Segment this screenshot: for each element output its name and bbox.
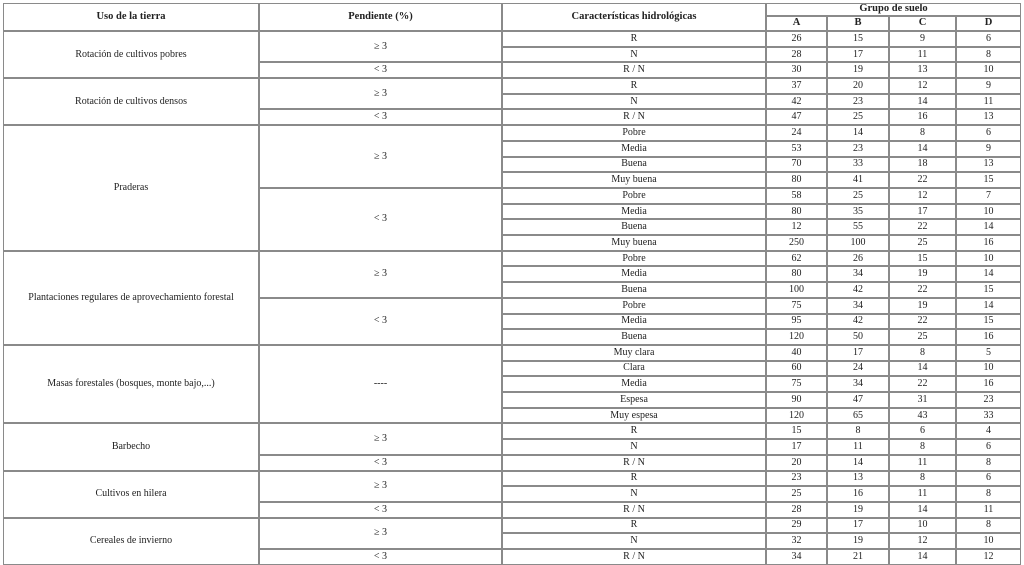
value-cell-group-b: 13 bbox=[827, 471, 889, 487]
value-cell-group-b: 17 bbox=[827, 345, 889, 361]
value-cell-group-d: 10 bbox=[956, 361, 1021, 377]
value-cell-group-a: 58 bbox=[766, 188, 827, 204]
value-cell-group-a: 42 bbox=[766, 94, 827, 110]
value-cell-group-a: 12 bbox=[766, 219, 827, 235]
hydrologic-cell: Muy buena bbox=[502, 235, 766, 251]
value-cell-group-c: 9 bbox=[889, 31, 956, 47]
value-cell-group-d: 11 bbox=[956, 502, 1021, 518]
value-cell-group-b: 55 bbox=[827, 219, 889, 235]
hydrologic-cell: R / N bbox=[502, 455, 766, 471]
value-cell-group-d: 9 bbox=[956, 141, 1021, 157]
value-cell-group-b: 24 bbox=[827, 361, 889, 377]
header-land-use: Uso de la tierra bbox=[3, 3, 259, 31]
land-use-cell: Rotación de cultivos pobres bbox=[3, 31, 259, 78]
value-cell-group-b: 25 bbox=[827, 109, 889, 125]
value-cell-group-a: 32 bbox=[766, 533, 827, 549]
slope-cell: ≥ 3 bbox=[259, 125, 502, 188]
value-cell-group-d: 4 bbox=[956, 423, 1021, 439]
hydrologic-cell: R bbox=[502, 471, 766, 487]
hydrologic-cell: Media bbox=[502, 314, 766, 330]
value-cell-group-d: 7 bbox=[956, 188, 1021, 204]
value-cell-group-c: 11 bbox=[889, 455, 956, 471]
value-cell-group-c: 43 bbox=[889, 408, 956, 424]
value-cell-group-a: 20 bbox=[766, 455, 827, 471]
value-cell-group-c: 12 bbox=[889, 78, 956, 94]
value-cell-group-d: 12 bbox=[956, 549, 1021, 565]
hydrologic-cell: R bbox=[502, 78, 766, 94]
value-cell-group-b: 8 bbox=[827, 423, 889, 439]
value-cell-group-d: 10 bbox=[956, 204, 1021, 220]
value-cell-group-a: 120 bbox=[766, 329, 827, 345]
land-use-cell: Masas forestales (bosques, monte bajo,...) bbox=[3, 345, 259, 423]
slope-cell: < 3 bbox=[259, 455, 502, 471]
hydrologic-cell: Buena bbox=[502, 157, 766, 173]
value-cell-group-a: 80 bbox=[766, 172, 827, 188]
value-cell-group-c: 13 bbox=[889, 62, 956, 78]
value-cell-group-c: 14 bbox=[889, 549, 956, 565]
slope-cell: ≥ 3 bbox=[259, 423, 502, 454]
value-cell-group-b: 47 bbox=[827, 392, 889, 408]
slope-cell: < 3 bbox=[259, 188, 502, 251]
value-cell-group-c: 16 bbox=[889, 109, 956, 125]
value-cell-group-d: 9 bbox=[956, 78, 1021, 94]
value-cell-group-b: 100 bbox=[827, 235, 889, 251]
value-cell-group-c: 6 bbox=[889, 423, 956, 439]
slope-cell: ≥ 3 bbox=[259, 471, 502, 502]
hydrologic-cell: Muy buena bbox=[502, 172, 766, 188]
value-cell-group-a: 34 bbox=[766, 549, 827, 565]
value-cell-group-b: 34 bbox=[827, 298, 889, 314]
hydrologic-cell: R / N bbox=[502, 502, 766, 518]
value-cell-group-a: 80 bbox=[766, 266, 827, 282]
value-cell-group-a: 24 bbox=[766, 125, 827, 141]
value-cell-group-b: 19 bbox=[827, 62, 889, 78]
value-cell-group-a: 80 bbox=[766, 204, 827, 220]
hydrologic-cell: R bbox=[502, 518, 766, 534]
value-cell-group-c: 14 bbox=[889, 361, 956, 377]
value-cell-group-c: 8 bbox=[889, 471, 956, 487]
value-cell-group-d: 8 bbox=[956, 47, 1021, 63]
value-cell-group-b: 34 bbox=[827, 266, 889, 282]
header-soil-group: Grupo de suelo bbox=[766, 3, 1021, 16]
value-cell-group-d: 15 bbox=[956, 172, 1021, 188]
header-hydrologic: Características hidrológicas bbox=[502, 3, 766, 31]
value-cell-group-b: 21 bbox=[827, 549, 889, 565]
value-cell-group-d: 16 bbox=[956, 329, 1021, 345]
header-group-b: B bbox=[827, 16, 889, 31]
hydrologic-cell: Muy espesa bbox=[502, 408, 766, 424]
value-cell-group-b: 23 bbox=[827, 141, 889, 157]
value-cell-group-c: 8 bbox=[889, 439, 956, 455]
value-cell-group-c: 15 bbox=[889, 251, 956, 267]
value-cell-group-c: 22 bbox=[889, 314, 956, 330]
value-cell-group-b: 17 bbox=[827, 518, 889, 534]
value-cell-group-d: 16 bbox=[956, 235, 1021, 251]
hydrologic-cell: Media bbox=[502, 266, 766, 282]
value-cell-group-b: 16 bbox=[827, 486, 889, 502]
value-cell-group-b: 50 bbox=[827, 329, 889, 345]
value-cell-group-c: 22 bbox=[889, 172, 956, 188]
value-cell-group-a: 75 bbox=[766, 376, 827, 392]
hydrologic-cell: R bbox=[502, 423, 766, 439]
hydrologic-cell: N bbox=[502, 47, 766, 63]
value-cell-group-a: 120 bbox=[766, 408, 827, 424]
value-cell-group-d: 14 bbox=[956, 266, 1021, 282]
value-cell-group-d: 14 bbox=[956, 298, 1021, 314]
value-cell-group-b: 14 bbox=[827, 125, 889, 141]
value-cell-group-d: 10 bbox=[956, 62, 1021, 78]
value-cell-group-d: 8 bbox=[956, 486, 1021, 502]
slope-cell: < 3 bbox=[259, 549, 502, 565]
value-cell-group-a: 25 bbox=[766, 486, 827, 502]
slope-cell: < 3 bbox=[259, 502, 502, 518]
value-cell-group-c: 22 bbox=[889, 219, 956, 235]
hydrologic-cell: Buena bbox=[502, 329, 766, 345]
value-cell-group-b: 17 bbox=[827, 47, 889, 63]
value-cell-group-a: 40 bbox=[766, 345, 827, 361]
value-cell-group-c: 18 bbox=[889, 157, 956, 173]
hydrologic-cell: Pobre bbox=[502, 188, 766, 204]
hydrologic-cell: Media bbox=[502, 376, 766, 392]
value-cell-group-c: 14 bbox=[889, 502, 956, 518]
value-cell-group-a: 95 bbox=[766, 314, 827, 330]
value-cell-group-c: 19 bbox=[889, 266, 956, 282]
value-cell-group-d: 10 bbox=[956, 533, 1021, 549]
value-cell-group-d: 23 bbox=[956, 392, 1021, 408]
slope-cell: < 3 bbox=[259, 62, 502, 78]
value-cell-group-c: 8 bbox=[889, 125, 956, 141]
value-cell-group-b: 15 bbox=[827, 31, 889, 47]
value-cell-group-d: 6 bbox=[956, 125, 1021, 141]
value-cell-group-d: 15 bbox=[956, 282, 1021, 298]
hydrologic-cell: Pobre bbox=[502, 251, 766, 267]
value-cell-group-b: 42 bbox=[827, 282, 889, 298]
land-use-cell: Barbecho bbox=[3, 423, 259, 470]
value-cell-group-c: 12 bbox=[889, 533, 956, 549]
hydrologic-cell: N bbox=[502, 486, 766, 502]
value-cell-group-c: 10 bbox=[889, 518, 956, 534]
value-cell-group-b: 20 bbox=[827, 78, 889, 94]
value-cell-group-a: 100 bbox=[766, 282, 827, 298]
value-cell-group-a: 60 bbox=[766, 361, 827, 377]
value-cell-group-a: 26 bbox=[766, 31, 827, 47]
value-cell-group-d: 6 bbox=[956, 31, 1021, 47]
value-cell-group-a: 250 bbox=[766, 235, 827, 251]
slope-cell: ≥ 3 bbox=[259, 518, 502, 549]
land-use-cell: Plantaciones regulares de aprovechamiento forestal bbox=[3, 251, 259, 345]
value-cell-group-c: 11 bbox=[889, 47, 956, 63]
value-cell-group-c: 12 bbox=[889, 188, 956, 204]
value-cell-group-c: 14 bbox=[889, 94, 956, 110]
value-cell-group-d: 14 bbox=[956, 219, 1021, 235]
value-cell-group-b: 14 bbox=[827, 455, 889, 471]
value-cell-group-c: 19 bbox=[889, 298, 956, 314]
header-slope: Pendiente (%) bbox=[259, 3, 502, 31]
value-cell-group-b: 11 bbox=[827, 439, 889, 455]
value-cell-group-b: 25 bbox=[827, 188, 889, 204]
slope-cell: ≥ 3 bbox=[259, 31, 502, 62]
value-cell-group-a: 62 bbox=[766, 251, 827, 267]
value-cell-group-a: 15 bbox=[766, 423, 827, 439]
hydrologic-cell: R / N bbox=[502, 109, 766, 125]
land-use-cell: Praderas bbox=[3, 125, 259, 251]
value-cell-group-d: 13 bbox=[956, 157, 1021, 173]
value-cell-group-b: 26 bbox=[827, 251, 889, 267]
slope-cell: < 3 bbox=[259, 109, 502, 125]
value-cell-group-c: 22 bbox=[889, 376, 956, 392]
value-cell-group-a: 37 bbox=[766, 78, 827, 94]
value-cell-group-d: 8 bbox=[956, 455, 1021, 471]
hydrologic-cell: Media bbox=[502, 141, 766, 157]
value-cell-group-b: 35 bbox=[827, 204, 889, 220]
value-cell-group-a: 28 bbox=[766, 502, 827, 518]
value-cell-group-c: 25 bbox=[889, 329, 956, 345]
hydrologic-cell: Clara bbox=[502, 361, 766, 377]
hydrologic-cell: Buena bbox=[502, 219, 766, 235]
value-cell-group-d: 16 bbox=[956, 376, 1021, 392]
header-group-a: A bbox=[766, 16, 827, 31]
value-cell-group-a: 70 bbox=[766, 157, 827, 173]
value-cell-group-b: 23 bbox=[827, 94, 889, 110]
value-cell-group-d: 5 bbox=[956, 345, 1021, 361]
land-use-table bbox=[3, 3, 1021, 562]
value-cell-group-b: 19 bbox=[827, 533, 889, 549]
value-cell-group-d: 11 bbox=[956, 94, 1021, 110]
value-cell-group-b: 41 bbox=[827, 172, 889, 188]
hydrologic-cell: Buena bbox=[502, 282, 766, 298]
value-cell-group-a: 23 bbox=[766, 471, 827, 487]
value-cell-group-a: 53 bbox=[766, 141, 827, 157]
value-cell-group-d: 6 bbox=[956, 439, 1021, 455]
land-use-cell: Rotación de cultivos densos bbox=[3, 78, 259, 125]
hydrologic-cell: Muy clara bbox=[502, 345, 766, 361]
slope-cell: < 3 bbox=[259, 298, 502, 345]
value-cell-group-b: 19 bbox=[827, 502, 889, 518]
value-cell-group-c: 14 bbox=[889, 141, 956, 157]
value-cell-group-c: 11 bbox=[889, 486, 956, 502]
value-cell-group-c: 8 bbox=[889, 345, 956, 361]
value-cell-group-a: 28 bbox=[766, 47, 827, 63]
value-cell-group-d: 33 bbox=[956, 408, 1021, 424]
hydrologic-cell: N bbox=[502, 94, 766, 110]
slope-cell: ---- bbox=[259, 345, 502, 423]
value-cell-group-a: 75 bbox=[766, 298, 827, 314]
value-cell-group-a: 90 bbox=[766, 392, 827, 408]
value-cell-group-d: 6 bbox=[956, 471, 1021, 487]
value-cell-group-c: 25 bbox=[889, 235, 956, 251]
header-group-c: C bbox=[889, 16, 956, 31]
value-cell-group-a: 17 bbox=[766, 439, 827, 455]
value-cell-group-a: 47 bbox=[766, 109, 827, 125]
hydrologic-cell: Media bbox=[502, 204, 766, 220]
value-cell-group-b: 42 bbox=[827, 314, 889, 330]
land-use-cell: Cultivos en hilera bbox=[3, 471, 259, 518]
value-cell-group-b: 33 bbox=[827, 157, 889, 173]
value-cell-group-d: 8 bbox=[956, 518, 1021, 534]
hydrologic-cell: N bbox=[502, 439, 766, 455]
value-cell-group-a: 30 bbox=[766, 62, 827, 78]
value-cell-group-d: 15 bbox=[956, 314, 1021, 330]
header-group-d: D bbox=[956, 16, 1021, 31]
value-cell-group-c: 22 bbox=[889, 282, 956, 298]
value-cell-group-c: 31 bbox=[889, 392, 956, 408]
hydrologic-cell: R / N bbox=[502, 62, 766, 78]
hydrologic-cell: Pobre bbox=[502, 298, 766, 314]
value-cell-group-d: 10 bbox=[956, 251, 1021, 267]
slope-cell: ≥ 3 bbox=[259, 251, 502, 298]
value-cell-group-c: 17 bbox=[889, 204, 956, 220]
hydrologic-cell: Pobre bbox=[502, 125, 766, 141]
value-cell-group-b: 34 bbox=[827, 376, 889, 392]
value-cell-group-a: 29 bbox=[766, 518, 827, 534]
hydrologic-cell: R / N bbox=[502, 549, 766, 565]
land-use-cell: Cereales de invierno bbox=[3, 518, 259, 565]
hydrologic-cell: N bbox=[502, 533, 766, 549]
hydrologic-cell: Espesa bbox=[502, 392, 766, 408]
hydrologic-cell: R bbox=[502, 31, 766, 47]
value-cell-group-b: 65 bbox=[827, 408, 889, 424]
slope-cell: ≥ 3 bbox=[259, 78, 502, 109]
value-cell-group-d: 13 bbox=[956, 109, 1021, 125]
